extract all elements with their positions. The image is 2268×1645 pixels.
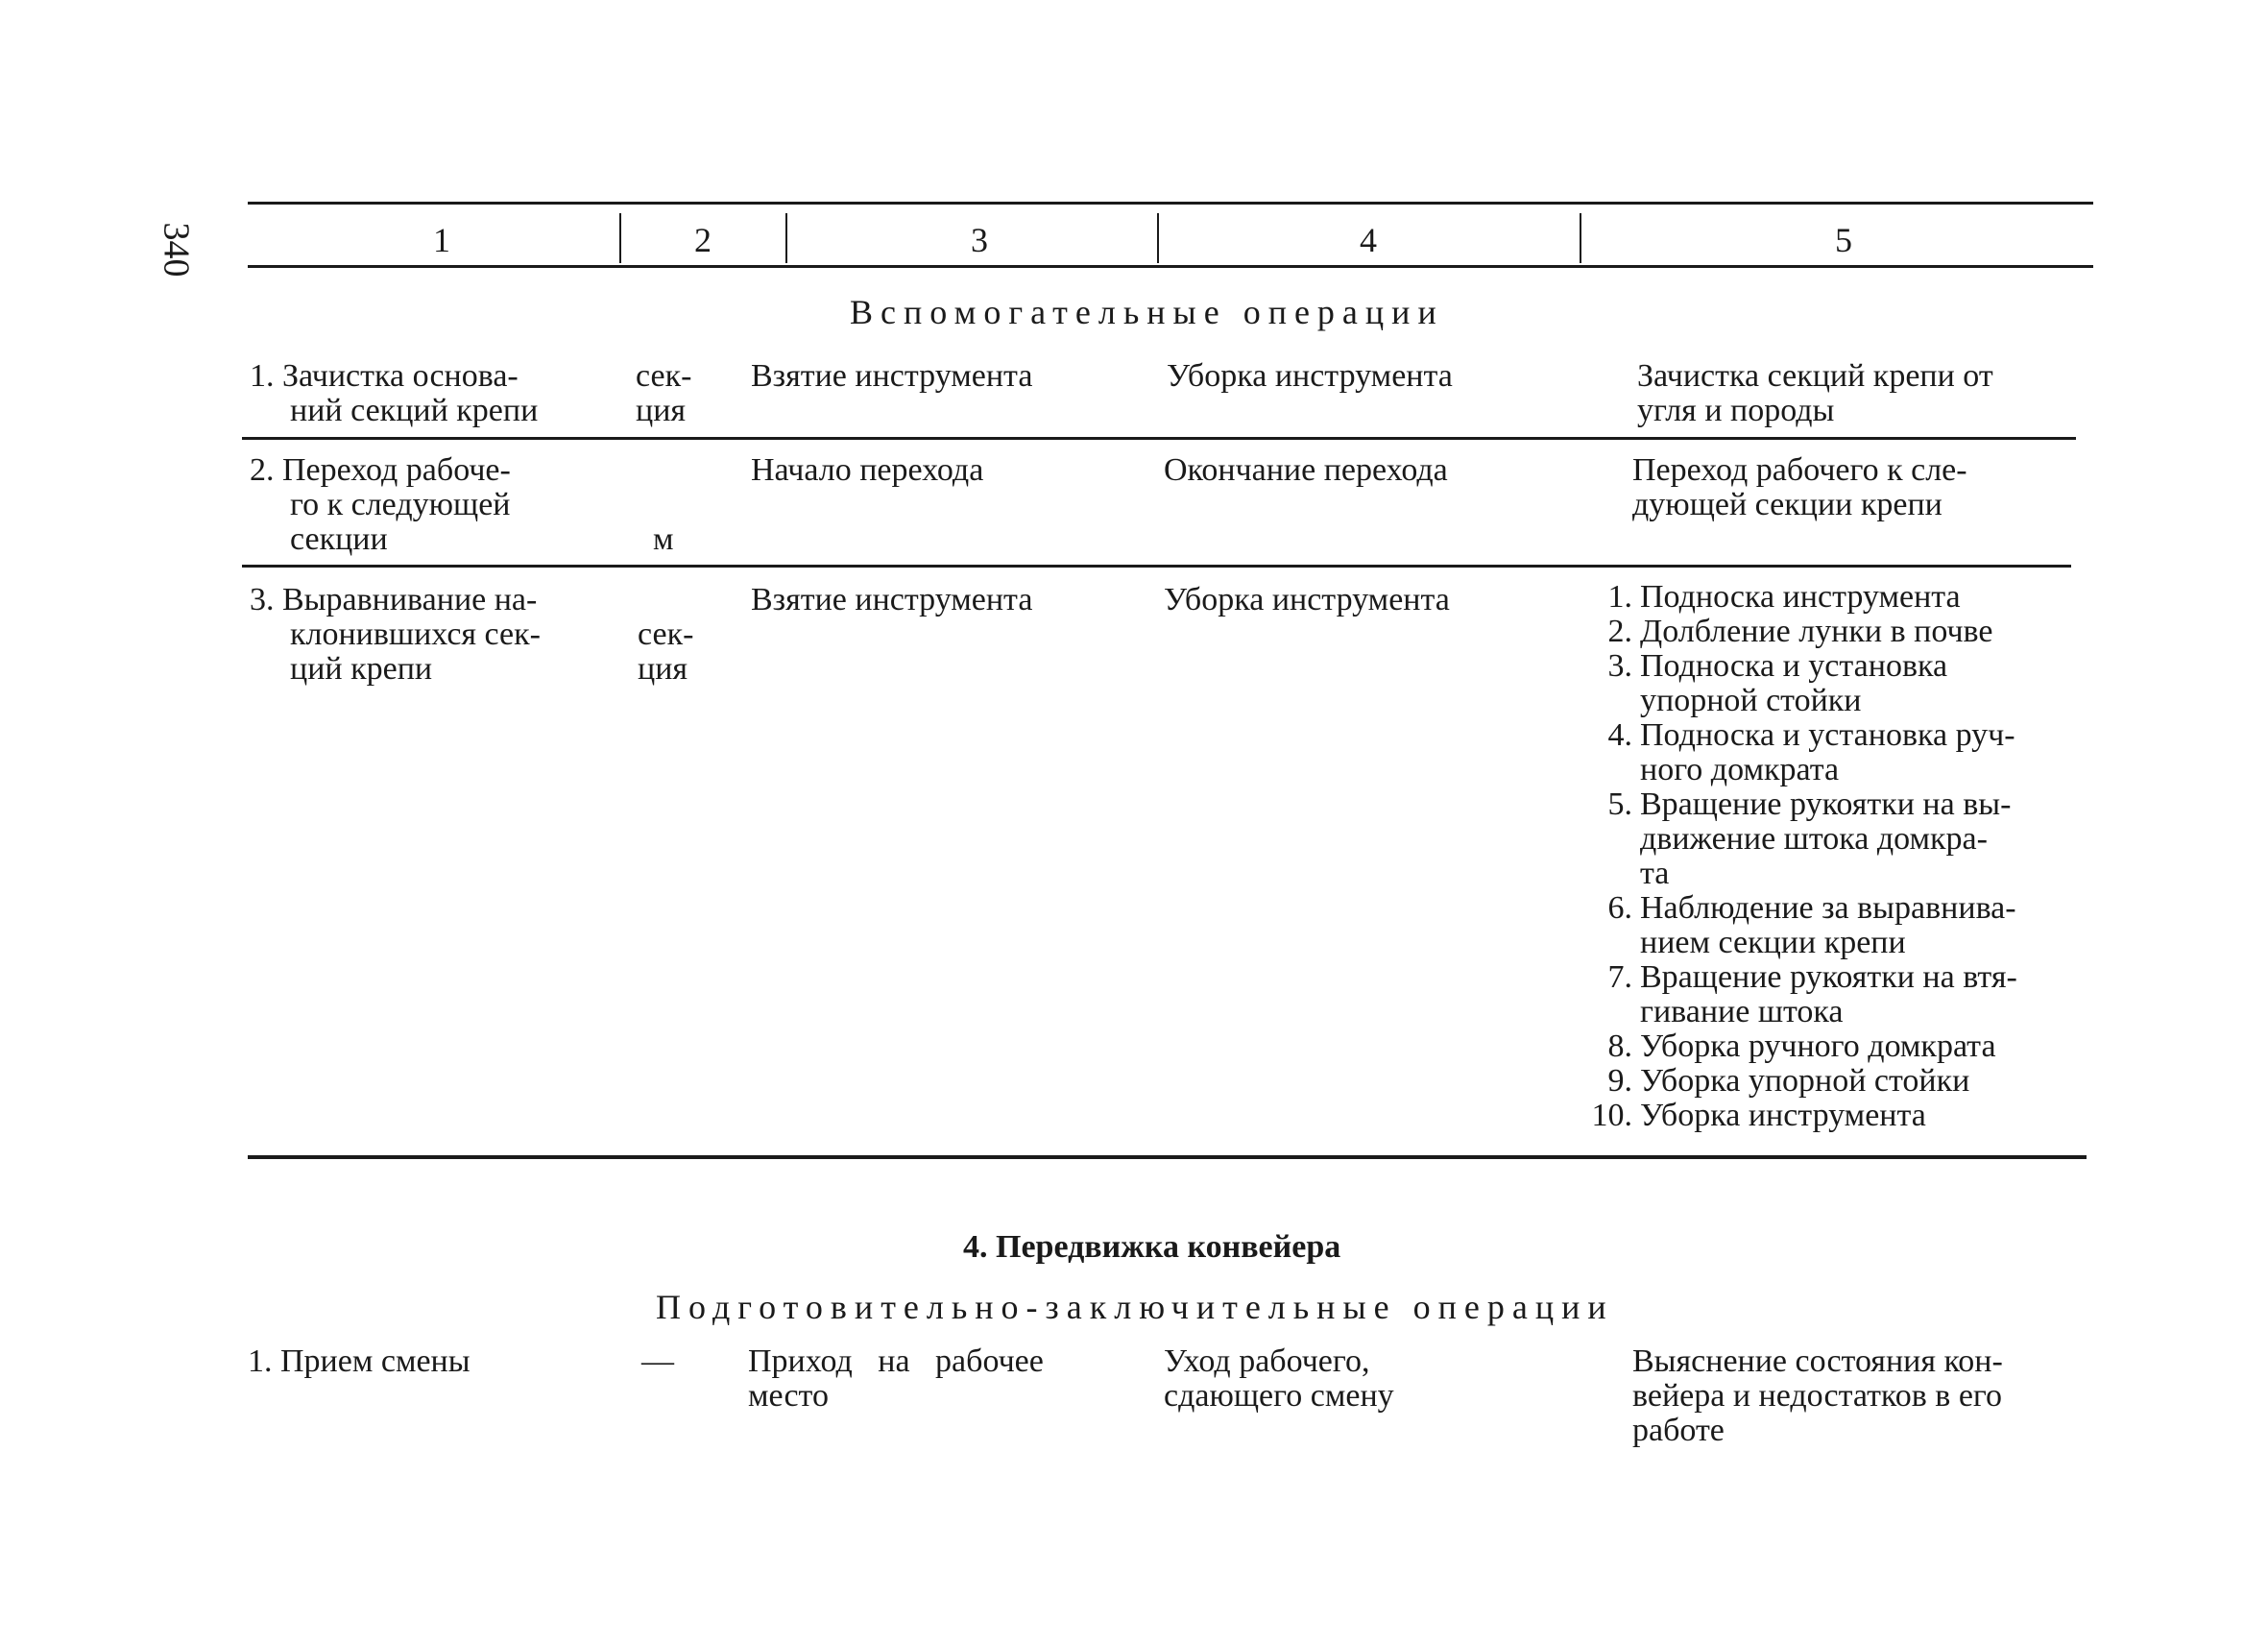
text-line: 3. Выравнивание на-	[250, 582, 538, 617]
row-3-start: Взятие инструмента	[751, 582, 1033, 617]
text-line: место	[748, 1378, 829, 1414]
row-3-step-list	[1565, 580, 2103, 1133]
text-line: Уборка упорной стойки	[1640, 1063, 1970, 1099]
row-2-end: Окончание перехода	[1164, 452, 1448, 488]
section-4-title: 4. Передвижка конвейера	[963, 1229, 1341, 1265]
column-header-5: 5	[1835, 221, 1852, 259]
text-line: ция	[638, 651, 688, 687]
text-line: нием секции крепи	[1640, 925, 1906, 960]
list-item	[1565, 649, 2103, 718]
text-line: ций крепи	[290, 651, 433, 687]
column-header-2: 2	[694, 221, 712, 259]
text-line: та	[1640, 856, 1670, 891]
column-header-3: 3	[971, 221, 988, 259]
row-3-end: Уборка инструмента	[1164, 582, 1450, 617]
row-3-operation	[250, 583, 541, 687]
text-line: Выяснение состояния кон-	[1632, 1343, 2003, 1379]
text-line: го к следующей	[290, 487, 511, 522]
header-divider	[785, 213, 787, 263]
shift-row-unit: —	[641, 1343, 674, 1379]
list-number: 9.	[1607, 1063, 1632, 1099]
list-number: 2.	[1607, 614, 1632, 649]
list-item	[1565, 787, 2103, 891]
text-line: Вращение рукоятки на втя-	[1640, 959, 2017, 995]
row-3-unit	[638, 617, 693, 687]
table-top-rule	[248, 202, 2093, 205]
list-item	[1565, 718, 2103, 787]
shift-row-content	[1632, 1344, 2003, 1448]
page-number: 340	[156, 222, 197, 278]
table-bottom-rule	[248, 1155, 2087, 1159]
row-1-start: Взятие инструмента	[751, 358, 1033, 394]
text-line: дующей секции крепи	[1632, 487, 1942, 522]
list-number: 1.	[1607, 579, 1632, 615]
text-line: Уборка инструмента	[1640, 1098, 1926, 1133]
list-number: 10.	[1591, 1098, 1632, 1133]
header-divider	[619, 213, 621, 263]
list-item	[1565, 1099, 2103, 1133]
row-2-operation	[250, 453, 511, 557]
row-2-start: Начало перехода	[751, 452, 984, 488]
header-divider	[1580, 213, 1581, 263]
list-number: 8.	[1607, 1028, 1632, 1064]
text-line: гивание штока	[1640, 994, 1844, 1029]
list-number: 6.	[1607, 890, 1632, 926]
row-1-operation	[250, 359, 538, 428]
shift-row-end	[1164, 1344, 1394, 1414]
text-line: Уборка ручного домкрата	[1640, 1028, 1996, 1064]
header-divider	[1157, 213, 1159, 263]
text-line: ция	[636, 393, 687, 428]
text-line: Подноска и установка руч-	[1640, 717, 2015, 753]
text-line: Приход на рабочее	[748, 1343, 1044, 1379]
text-line: Подноска и установка	[1640, 648, 1948, 684]
list-item	[1565, 1029, 2103, 1064]
text-line: клонившихся сек-	[290, 617, 541, 652]
text-line: Зачистка секций крепи от	[1637, 358, 1993, 394]
column-header-4: 4	[1360, 221, 1377, 259]
list-item	[1565, 891, 2103, 960]
text-line: 1. Зачистка основа-	[250, 358, 519, 394]
text-line: ний секций крепи	[290, 393, 539, 428]
section-heading-preparatory: Подготовительно-заключительные операции	[656, 1288, 1614, 1326]
text-line: упорной стойки	[1640, 683, 1862, 718]
list-item	[1565, 615, 2103, 649]
shift-row-operation: 1. Прием смены	[248, 1343, 470, 1379]
section-heading-auxiliary: Вспомогательные операции	[850, 293, 1444, 331]
text-line: Подноска инструмента	[1640, 579, 1961, 615]
text-line: движение штока домкра-	[1640, 821, 1988, 857]
text-line: вейера и недостатков в его	[1632, 1378, 2003, 1414]
text-line: сек-	[638, 617, 694, 652]
text-line: работе	[1632, 1413, 1725, 1448]
text-line: сек-	[636, 358, 692, 394]
row-divider	[242, 437, 2076, 440]
text-line: Переход рабочего к сле-	[1632, 452, 1967, 488]
row-2-unit: м	[653, 521, 674, 557]
text-line: Долбление лунки в почве	[1640, 614, 1993, 649]
list-number: 3.	[1607, 648, 1632, 684]
row-2-content	[1632, 453, 1967, 522]
text-line: 2. Переход рабоче-	[250, 452, 511, 488]
text-line: сдающего смену	[1164, 1378, 1394, 1414]
list-item	[1565, 960, 2103, 1029]
list-number: 4.	[1607, 717, 1632, 753]
text-line: угля и породы	[1637, 393, 1835, 428]
list-item	[1565, 580, 2103, 615]
list-number: 5.	[1607, 786, 1632, 822]
list-item	[1565, 1064, 2103, 1099]
shift-row-start	[748, 1344, 1044, 1414]
table-header-rule	[248, 265, 2093, 268]
text-line: Наблюдение за выравнива-	[1640, 890, 2016, 926]
list-number: 7.	[1607, 959, 1632, 995]
text-line: Уход рабочего,	[1164, 1343, 1370, 1379]
row-1-content	[1637, 359, 1993, 428]
column-header-1: 1	[433, 221, 450, 259]
text-line: ного домкрата	[1640, 752, 1840, 787]
text-line: Вращение рукоятки на вы-	[1640, 786, 2012, 822]
row-divider	[242, 565, 2071, 568]
text-line: секции	[290, 521, 388, 557]
row-1-end: Уборка инструмента	[1167, 358, 1453, 394]
row-1-unit	[636, 359, 691, 428]
